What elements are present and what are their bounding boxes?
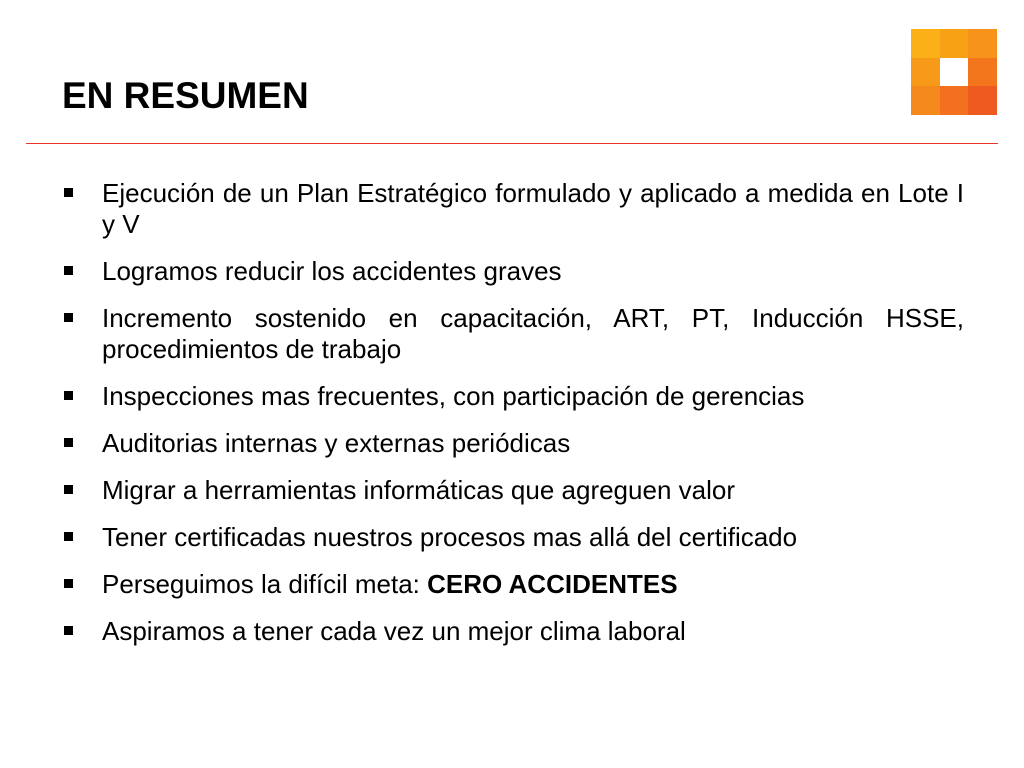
square-bullet-icon [64,485,73,494]
logo-cell [968,86,997,115]
bullet-text: Logramos reducir los accidentes graves [102,256,562,286]
bullet-text: Auditorias internas y externas periódicas [102,428,571,458]
bullet-text: Incremento sostenido en capacitación, ART, PT, Inducción HSSE, procedimientos de trabajo [102,303,964,364]
bullet-emphasis: CERO ACCIDENTES [427,569,678,599]
square-bullet-icon [64,391,73,400]
bullet-item [62,303,964,365]
bullet-list [62,178,964,663]
bullet-item [62,616,964,647]
square-bullet-icon [64,532,73,541]
bullet-item [62,256,964,287]
logo-cell [911,86,940,115]
square-bullet-icon [64,626,73,635]
bullet-item [62,522,964,553]
logo-cell [968,29,997,58]
square-bullet-icon [64,266,73,275]
company-logo-icon [911,29,997,115]
slide-title: EN RESUMEN [62,75,309,116]
bullet-item [62,569,964,600]
logo-cell-center [940,58,969,87]
bullet-item [62,475,964,506]
title-divider [26,143,998,144]
logo-cell [911,58,940,87]
bullet-text: Tener certificadas nuestros procesos mas allá del certificado [102,522,798,552]
square-bullet-icon [64,313,73,322]
square-bullet-icon [64,579,73,588]
bullet-text: Inspecciones mas frecuentes, con participación de gerencias [102,381,805,411]
square-bullet-icon [64,188,73,197]
logo-cell [968,58,997,87]
bullet-item [62,428,964,459]
bullet-text: Perseguimos la difícil meta: [102,569,428,599]
bullet-text: Migrar a herramientas informáticas que agreguen valor [102,475,735,505]
square-bullet-icon [64,438,73,447]
bullet-text: Ejecución de un Plan Estratégico formulado y aplicado a medida en Lote I y V [102,178,964,239]
bullet-text: Aspiramos a tener cada vez un mejor clima laboral [102,616,686,646]
logo-cell [940,86,969,115]
logo-cell [940,29,969,58]
bullet-item [62,178,964,240]
bullet-item [62,381,964,412]
logo-cell [911,29,940,58]
